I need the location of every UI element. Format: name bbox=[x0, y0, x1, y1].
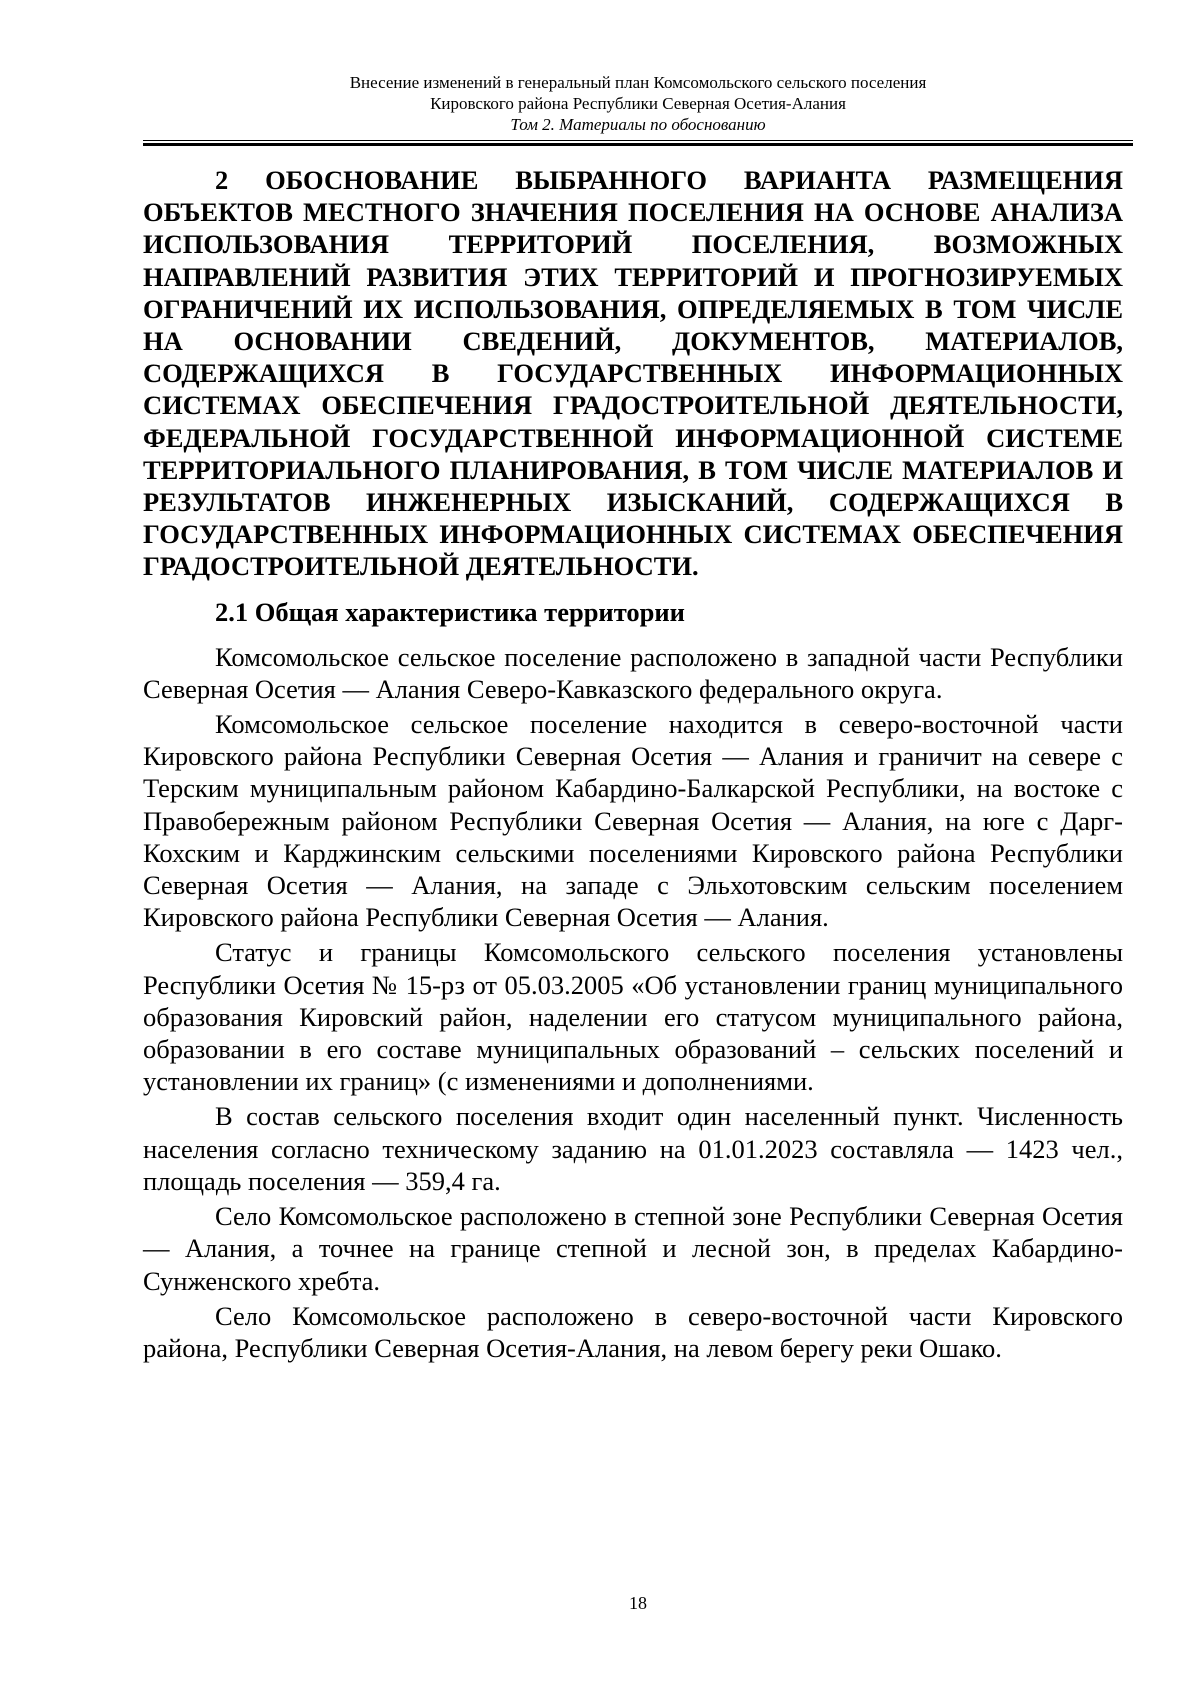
paragraph-location: Комсомольское сельское поселение расположено в западной части Республики Северная Осетия — Алания Северо-Кавказского федерального округа. bbox=[143, 641, 1123, 704]
paragraph-borders: Комсомольское сельское поселение находится в северо-восточной части Кировского района Республики Северная Осетия — Алания и граничит на севере с Терским муниципальным районом Кабардино-Балкарской Республики, на востоке с Правобережным районом Республики Северная Осетия — Алания, на юге с Дарг-Кохским и Карджинским сельскими поселениями Кировского района Республики Северная Осетия — Алания, на западе с Эльхотовским сельским поселением Кировского района Республики Северная Осетия — Алания. bbox=[143, 709, 1123, 933]
running-header bbox=[143, 72, 1133, 135]
paragraph-steppe-zone: Село Комсомольское расположено в степной зоне Республики Северная Осетия — Алания, а точнее на границе степной и лесной зон, в пределах Кабардино-Сунженского хребта. bbox=[143, 1201, 1123, 1296]
paragraph-status: Статус и границы Комсомольского сельского поселения установлены Республики Осетия № 15-рз от 05.03.2005 «Об установлении границ муниципального образования Кировский район, наделении его статусом муниципального района, образовании в его составе муниципальных образований – сельских поселений и установлении их границ» (с изменениями и дополнениями. bbox=[143, 937, 1123, 1097]
header-volume: Том 2. Материалы по обоснованию bbox=[510, 115, 766, 134]
section-title: 2.1 Общая характеристика территории bbox=[215, 596, 685, 627]
paragraph-river: Село Комсомольское расположено в северо-восточной части Кировского района, Республики Северная Осетия-Алания, на левом берегу реки Ошако. bbox=[143, 1300, 1123, 1363]
page-number: 18 bbox=[629, 1593, 647, 1613]
page-content bbox=[143, 164, 1123, 1364]
header-divider-thin bbox=[143, 140, 1133, 141]
header-divider-thick bbox=[143, 143, 1133, 146]
paragraph-population: В состав сельского поселения входит один населенный пункт. Численность населения согласно техническому заданию на 01.01.2023 составляла — 1423 чел., площадь поселения — 359,4 га. bbox=[143, 1101, 1123, 1196]
header-line-2: Кировского района Республики Северная Осетия-Алания bbox=[430, 94, 846, 113]
chapter-title: 2 ОБОСНОВАНИЕ ВЫБРАННОГО ВАРИАНТА РАЗМЕЩЕНИЯ ОБЪЕКТОВ МЕСТНОГО ЗНАЧЕНИЯ ПОСЕЛЕНИЯ НА ОСНОВЕ АНАЛИЗА ИСПОЛЬЗОВАНИЯ ТЕРРИТОРИЙ ПОСЕЛЕНИЯ, ВОЗМОЖНЫХ НАПРАВЛЕНИЙ РАЗВИТИЯ ЭТИХ ТЕРРИТОРИЙ И ПРОГНОЗИРУЕМЫХ ОГРАНИЧЕНИЙ ИХ ИСПОЛЬЗОВАНИЯ, ОПРЕДЕЛЯЕМЫХ В ТОМ ЧИСЛЕ НА ОСНОВАНИИ СВЕДЕНИЙ, ДОКУМЕНТОВ, МАТЕРИАЛОВ, СОДЕРЖАЩИХСЯ В ГОСУДАРСТВЕННЫХ ИНФОРМАЦИОННЫХ СИСТЕМАХ ОБЕСПЕЧЕНИЯ ГРАДОСТРОИТЕЛЬНОЙ ДЕЯТЕЛЬНОСТИ, ФЕДЕРАЛЬНОЙ ГОСУДАРСТВЕННОЙ ИНФОРМАЦИОННОЙ СИСТЕМЕ ТЕРРИТОРИАЛЬНОГО ПЛАНИРОВАНИЯ, В ТОМ ЧИСЛЕ МАТЕРИАЛОВ И РЕЗУЛЬТАТОВ ИНЖЕНЕРНЫХ ИЗЫСКАНИЙ, СОДЕРЖАЩИХСЯ В ГОСУДАРСТВЕННЫХ ИНФОРМАЦИОННЫХ СИСТЕМАХ ОБЕСПЕЧЕНИЯ ГРАДОСТРОИТЕЛЬНОЙ ДЕЯТЕЛЬНОСТИ. bbox=[143, 165, 1123, 582]
header-line-1: Внесение изменений в генеральный план Комсомольского сельского поселения bbox=[349, 73, 927, 92]
